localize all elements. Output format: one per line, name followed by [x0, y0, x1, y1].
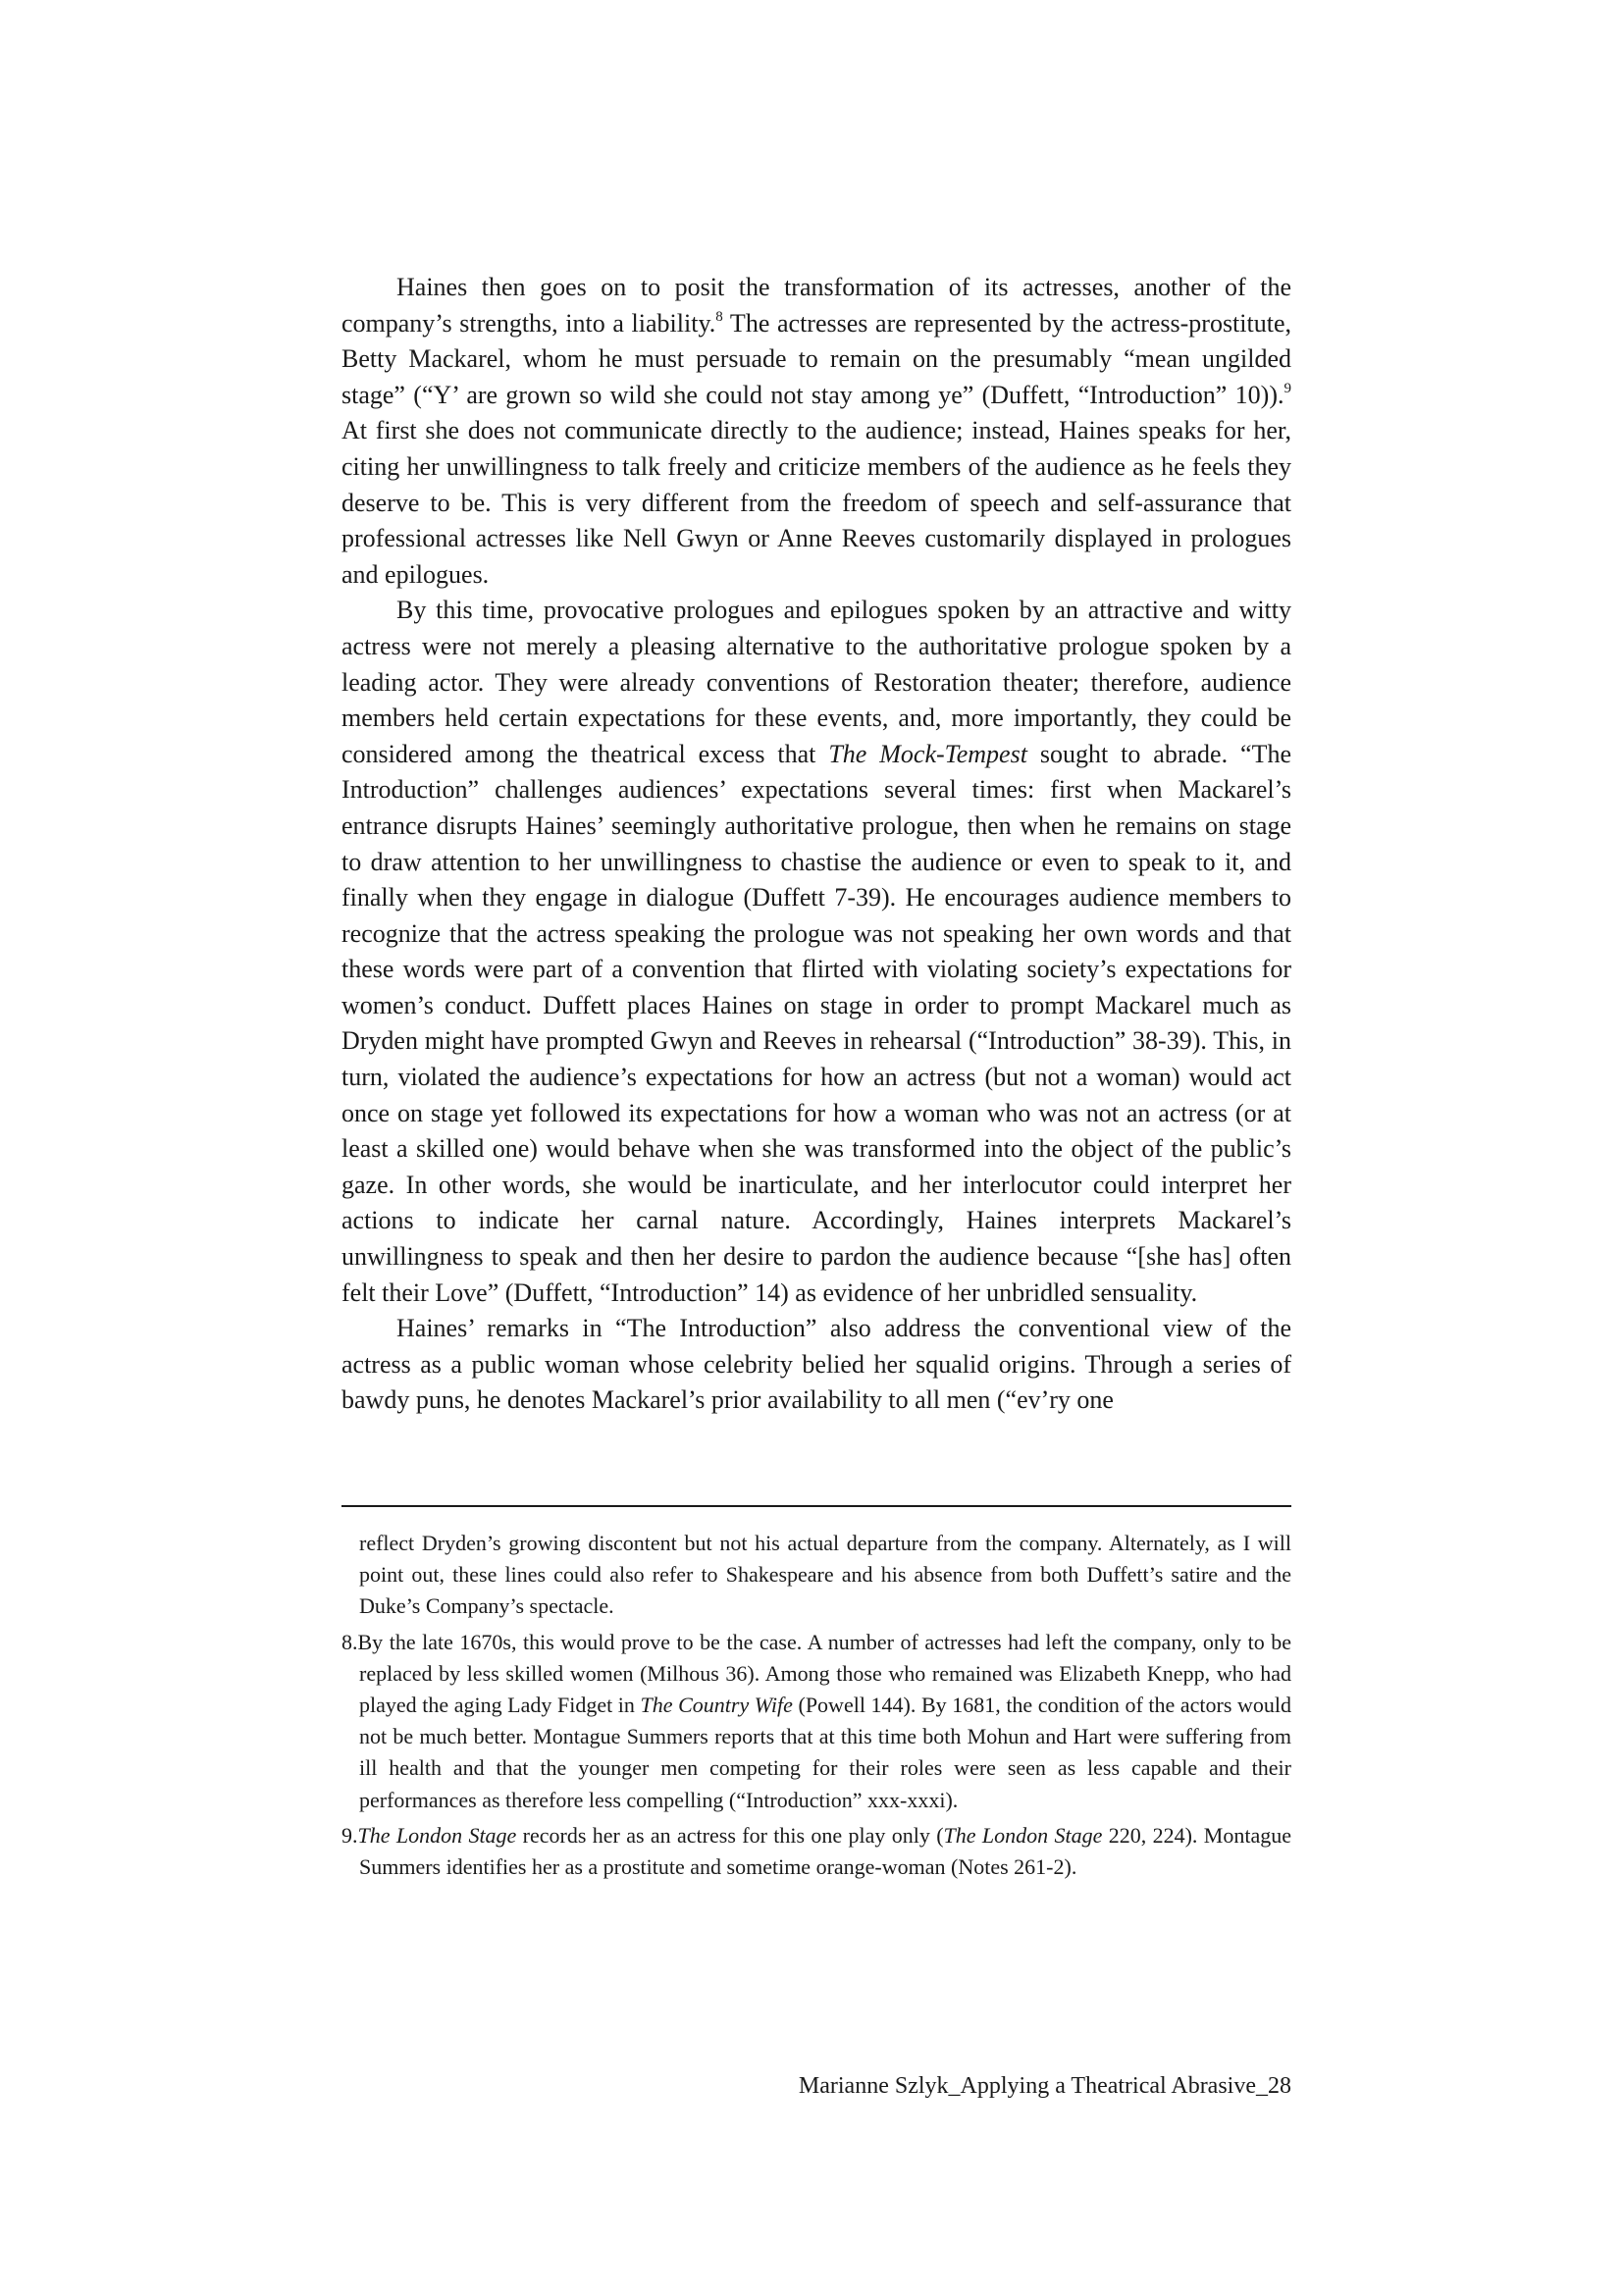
footnote-8-text-b: (Powell 144). By 1681, the condition of the actors would not be much better. Montague Summers reports that at this time both Mohun and Hart were suffering from ill health and that the younger men competing for their roles were seen as less capable and their performances as therefore less compelling (“Introduction” xxx-xxxi).: [359, 1693, 1291, 1812]
footnote-8-work-title: The Country Wife: [640, 1693, 793, 1718]
main-text: [341, 270, 1291, 1419]
paragraph-2-text-b: sought to abrade. “The Introduction” challenges audiences’ expectations several times: first when Mackarel’s entrance disrupts Haines’ seemingly authoritative prologue, then when he remains on stage to draw attention to her unwillingness to chastise the audience or even to speak to it, and finally when they engage in dialogue (Duffett 7-39). He encourages audience members to recognize that the actress speaking the prologue was not speaking her own words and that these words were part of a convention that flirted with violating society’s expectations for women’s conduct. Duffett places Haines on stage in order to prompt Mackarel much as Dryden might have prompted Gwyn and Reeves in rehearsal (“Introduction” 38-39). This, in turn, violated the audience’s expectations for how an actress (but not a woman) would act once on stage yet followed its expectations for how a woman who was not an actress (or at least a skilled one) would behave when she was transformed into the object of the public’s gaze. In other words, she would be inarticulate, and her interlocutor could interpret her actions to indicate her carnal nature. Accordingly, Haines interprets Mackarel’s unwillingness to speak and then her desire to pardon the audience because “[she has] often felt their Love” (Duffett, “Introduction” 14) as evidence of her unbridled sensuality.: [341, 739, 1291, 1307]
paragraph-2-text-a: By this time, provocative prologues and epilogues spoken by an attractive and witty actress were not merely a pleasing alternative to the authoritative prologue spoken by a leading actor. They were already conventions of Restoration theater; therefore, audience members held certain expectations for these events, and, more importantly, they could be considered among the theatrical excess that: [341, 596, 1291, 768]
footnote-ref-9[interactable]: 9: [1283, 380, 1291, 396]
body-text: [341, 270, 1291, 1419]
footnote-8-number: 8.: [341, 1629, 358, 1654]
footnote-ref-8[interactable]: 8: [715, 308, 723, 325]
footnote-9-text-a: records her as an actress for this one play only (: [516, 1822, 944, 1848]
footnotes: [341, 1528, 1291, 1883]
footnote-rule: [341, 1505, 1291, 1507]
footnote-continued: reflect Dryden’s growing discontent but not his actual departure from the company. Alternately, as I will point out, these lines could also refer to Shakespeare and his absence from both Duffett’s satire and the Duke’s Company’s spectacle.: [359, 1531, 1291, 1619]
footnote-9-work-title-2: The London Stage: [943, 1822, 1103, 1848]
paragraph-3: Haines’ remarks in “The Introduction” also address the conventional view of the actress as a public woman whose celebrity belied her squalid origins. Through a series of bawdy puns, he denotes Mackarel’s prior availability to all men (“ev’ry one: [341, 1314, 1291, 1415]
work-title: The Mock-Tempest: [828, 739, 1027, 768]
footnote-8-text-a: By the late 1670s, this would prove to be the case. A number of actresses had left the company, only to be replaced by less skilled women (Milhous 36). Among those who remained was Elizabeth Knepp, who had played the aging Lady Fidget in: [357, 1629, 1291, 1718]
footnote-9-text-b: 220, 224). Montague Summers identifies her as a prostitute and sometime orange-woman (Notes 261-2).: [359, 1822, 1291, 1880]
footnote-9-number: 9.: [341, 1822, 358, 1848]
footnote-9: [341, 1820, 1291, 1883]
paragraph-1-text-a: Haines then goes on to posit the transformation of its actresses, another of the company’s strengths, into a liability.: [341, 273, 1291, 338]
paragraph-1-text-b: The actresses are represented by the actress-prostitute, Betty Mackarel, whom he must persuade to remain on the presumably “mean ungilded stage” (“Y’ are grown so wild she could not stay among ye” (Duffett, “Introduction” 10)).: [341, 308, 1291, 409]
paragraph-2: [341, 593, 1291, 1311]
footnote-9-work-title-1: The London Stage: [357, 1822, 517, 1848]
paragraph-1-text-c: At first she does not communicate directly to the audience; instead, Haines speaks for her, citing her unwillingness to talk freely and criticize members of the audience as he feels they deserve to be. This is very different from the freedom of speech and self-assurance that professional actresses like Nell Gwyn or Anne Reeves customarily displayed in prologues and epilogues.: [341, 416, 1291, 589]
running-footer: Marianne Szlyk_Applying a Theatrical Abrasive_28: [798, 2073, 1291, 2099]
footnote-8: [341, 1627, 1291, 1816]
paragraph-1: [341, 270, 1291, 593]
